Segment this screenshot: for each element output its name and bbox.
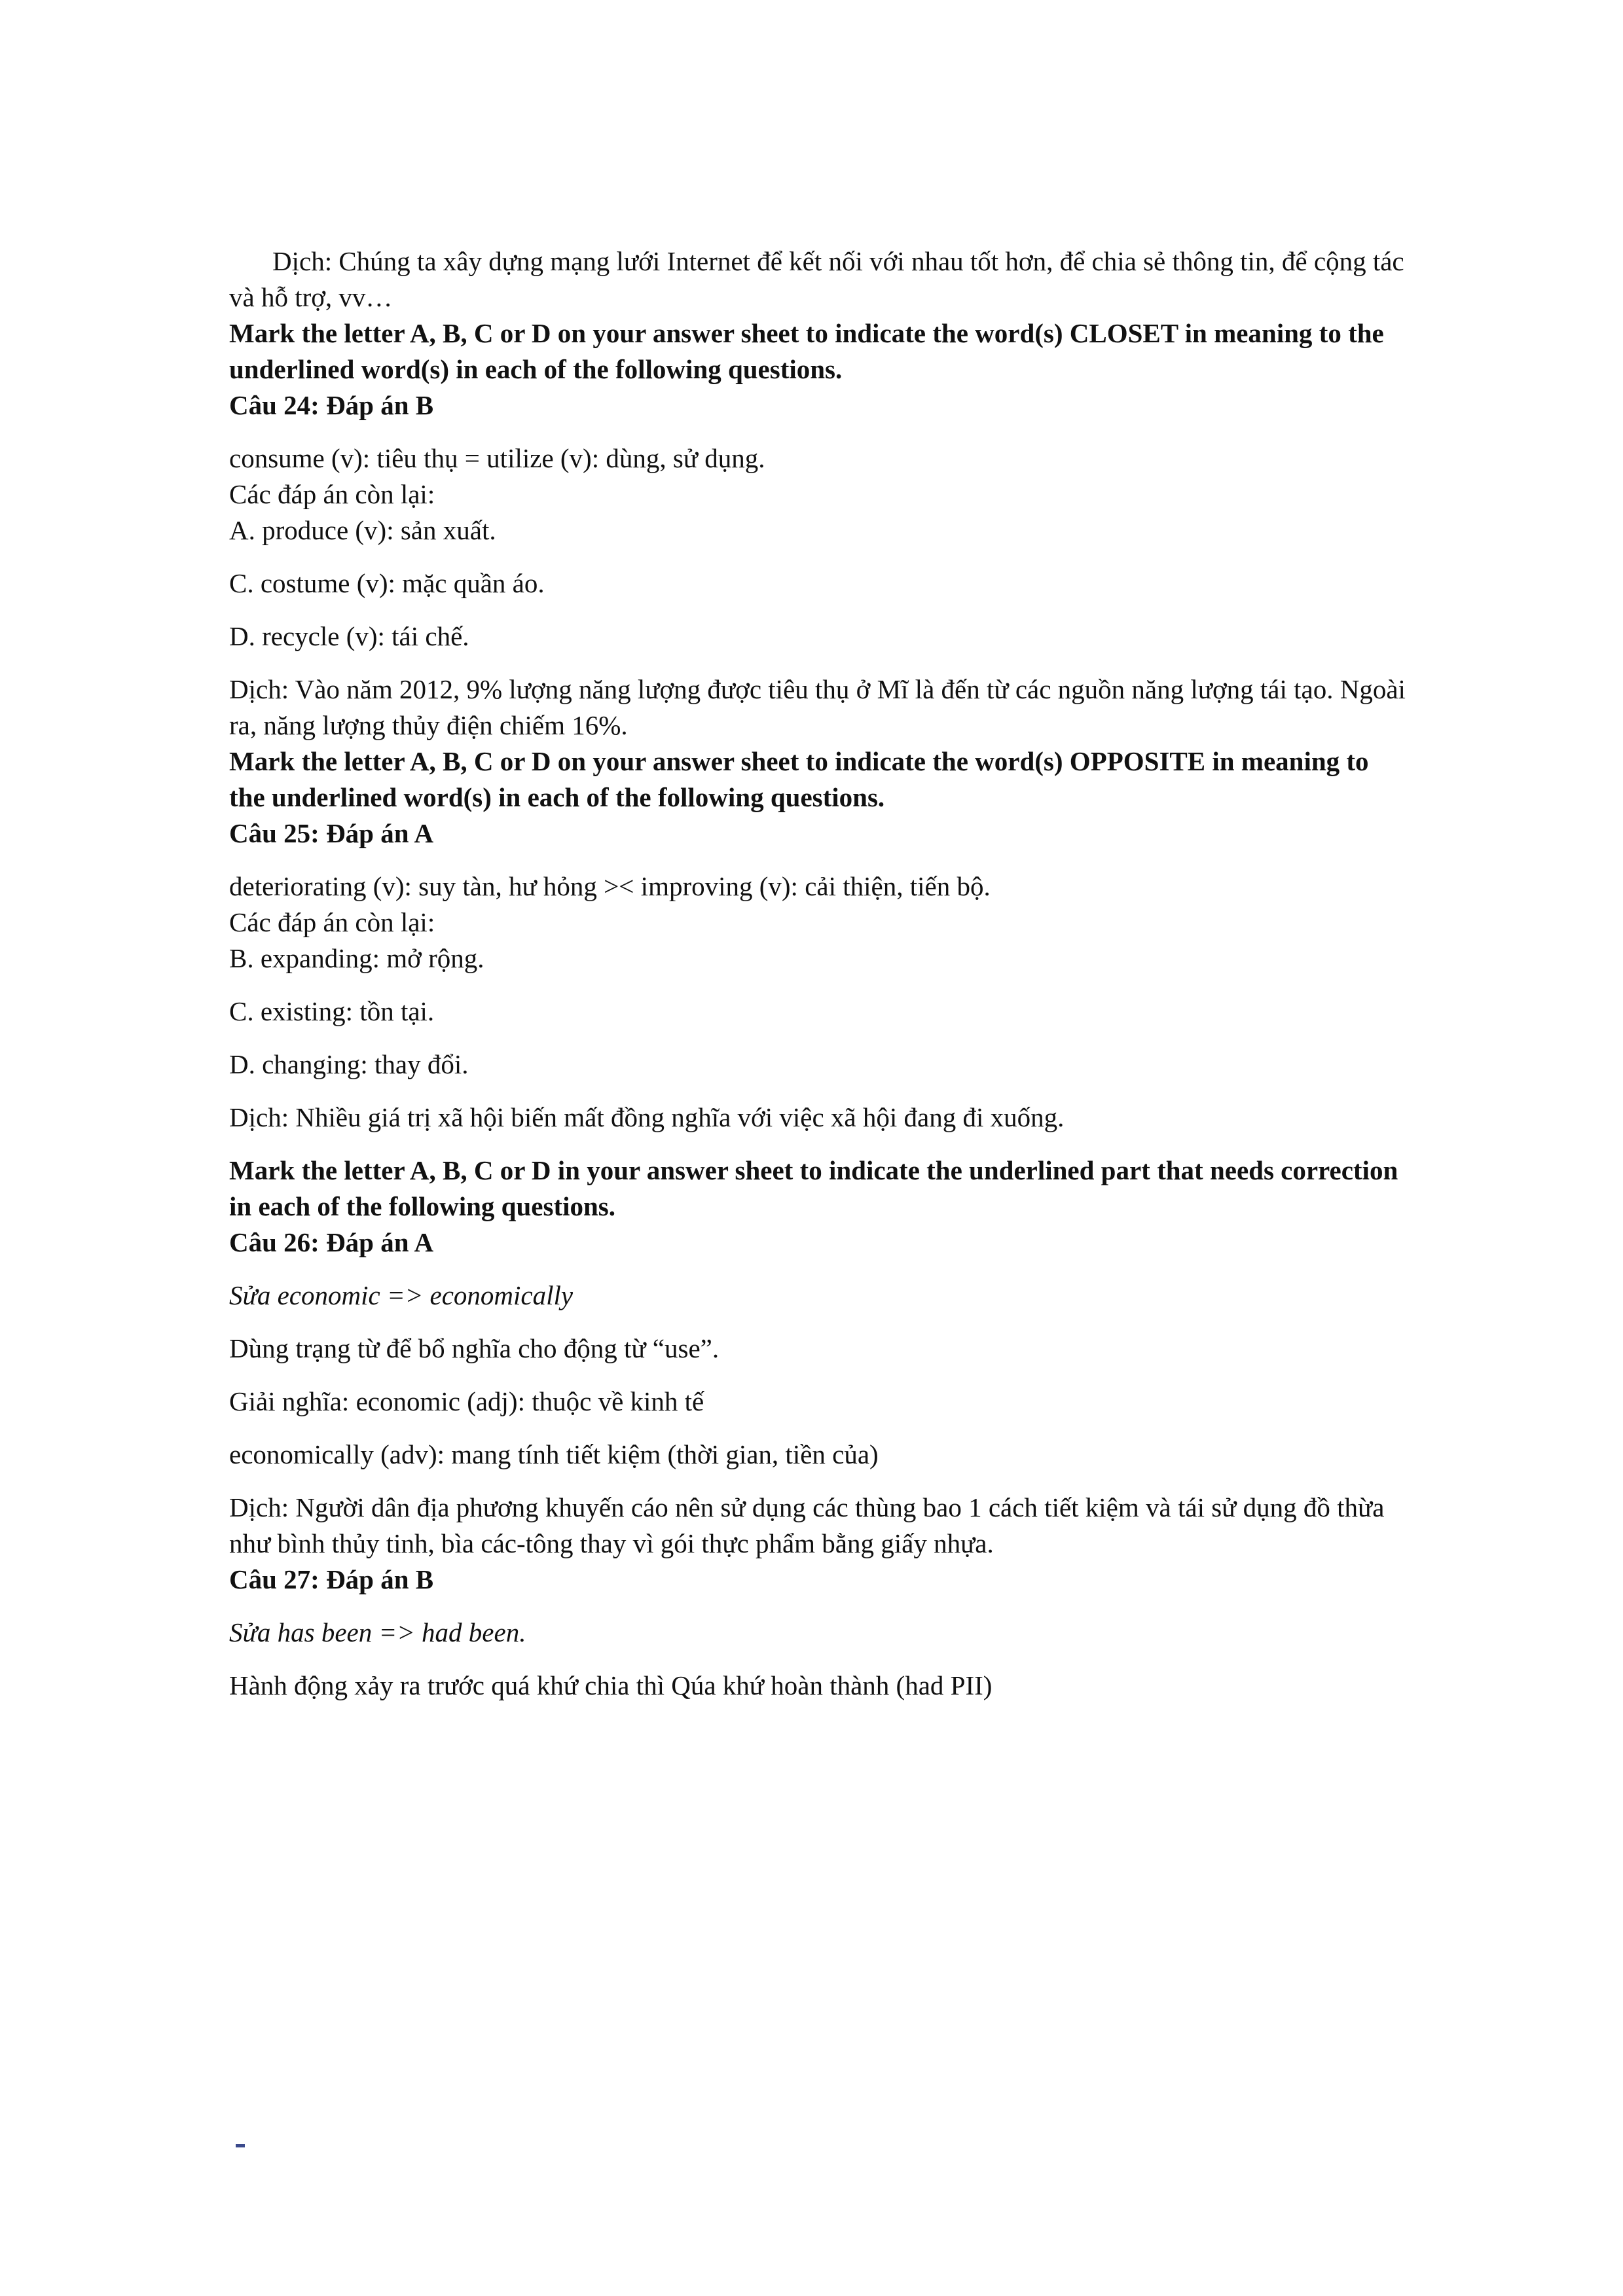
question-27-answer: Câu 27: Đáp án B bbox=[229, 1564, 434, 1594]
translation-paragraph: Dịch: Người dân địa phương khuyến cáo nên sử dụng các thùng bao 1 cách tiết kiệm và tái sử dụng đồ thừa như bình thủy tinh, bìa các-tông thay vì gói thực phẩm bằng giấy nhựa. bbox=[229, 1492, 1385, 1558]
question-25-answer: Câu 25: Đáp án A bbox=[229, 818, 434, 848]
explanation-line: Hành động xảy ra trước quá khứ chia thì Qúa khứ hoàn thành (had PII) bbox=[229, 1670, 993, 1700]
explanation-line: Dùng trạng từ để bổ nghĩa cho động từ “use”. bbox=[229, 1333, 720, 1363]
option-a-explanation: A. produce (v): sản xuất. bbox=[229, 515, 496, 545]
option-d-explanation: D. changing: thay đổi. bbox=[229, 1049, 469, 1079]
correction-line: Sửa has been => had been. bbox=[229, 1617, 526, 1647]
section-instruction-closest: Mark the letter A, B, C or D on your answer sheet to indicate the word(s) CLOSET in meaning to the underlined word(s) in each of the following questions. bbox=[229, 318, 1384, 384]
explanation-line: Giải nghĩa: economic (adj): thuộc về kinh tế bbox=[229, 1386, 704, 1416]
option-d-explanation: D. recycle (v): tái chế. bbox=[229, 621, 469, 651]
explanation-line: deteriorating (v): suy tàn, hư hỏng >< improving (v): cải thiện, tiến bộ. bbox=[229, 871, 991, 901]
section-instruction-correction: Mark the letter A, B, C or D in your answer sheet to indicate the underlined part that needs correction in each of the following questions. bbox=[229, 1155, 1398, 1221]
correction-line: Sửa economic => economically bbox=[229, 1280, 574, 1310]
option-c-explanation: C. costume (v): mặc quần áo. bbox=[229, 568, 545, 598]
document-body bbox=[229, 243, 1408, 1704]
explanation-line: consume (v): tiêu thụ = utilize (v): dùng, sử dụng. bbox=[229, 443, 765, 473]
option-b-explanation: B. expanding: mở rộng. bbox=[229, 943, 484, 973]
translation-paragraph: Dịch: Vào năm 2012, 9% lượng năng lượng được tiêu thụ ở Mĩ là đến từ các nguồn năng lượng tái tạo. Ngoài ra, năng lượng thủy điện chiếm 16%. bbox=[229, 674, 1406, 740]
explanation-line: economically (adv): mang tính tiết kiệm (thời gian, tiền của) bbox=[229, 1439, 879, 1469]
question-26-answer: Câu 26: Đáp án A bbox=[229, 1227, 434, 1257]
question-24-answer: Câu 24: Đáp án B bbox=[229, 390, 434, 420]
footer-mark bbox=[236, 2144, 245, 2147]
explanation-line: Các đáp án còn lại: bbox=[229, 907, 435, 937]
translation-paragraph: Dịch: Nhiều giá trị xã hội biến mất đồng nghĩa với việc xã hội đang đi xuống. bbox=[229, 1102, 1065, 1132]
explanation-line: Các đáp án còn lại: bbox=[229, 479, 435, 509]
section-instruction-opposite: Mark the letter A, B, C or D on your answer sheet to indicate the word(s) OPPOSITE in meaning to the underlined word(s) in each of the following questions. bbox=[229, 746, 1369, 812]
translation-paragraph: Dịch: Chúng ta xây dựng mạng lưới Internet để kết nối với nhau tốt hơn, để chia sẻ thông tin, để cộng tác và hỗ trợ, vv… bbox=[229, 246, 1404, 312]
option-c-explanation: C. existing: tồn tại. bbox=[229, 996, 435, 1026]
